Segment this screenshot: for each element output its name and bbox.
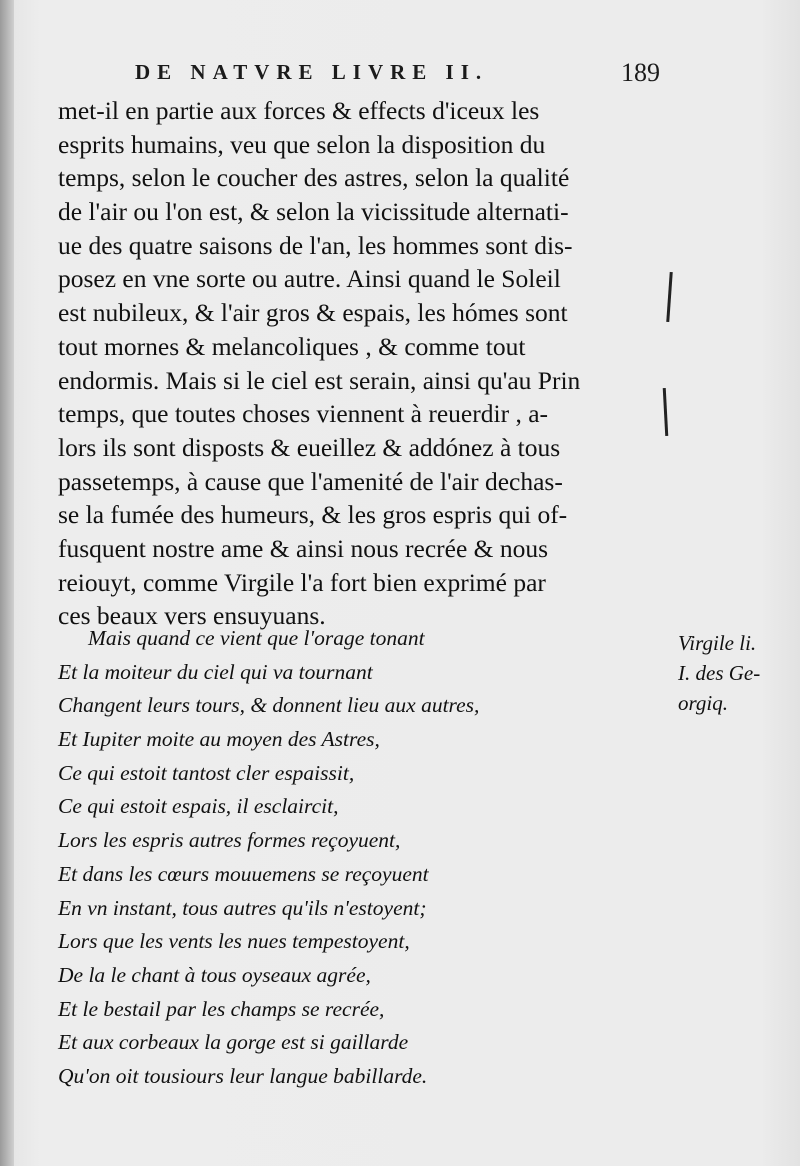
verse-line: Et le bestail par les champs se recrée, <box>58 996 385 1021</box>
prose-line: lors ils sont disposts & eueillez & addónez à tous <box>58 432 561 462</box>
verse-line: Changent leurs tours, & donnent lieu aux autres, <box>58 693 480 718</box>
prose-line: fusquent nostre ame & ainsi nous recrée & nous <box>58 533 549 563</box>
verse-line: Lors que les vents les nues tempestoyent, <box>58 929 410 954</box>
prose-line: met-il en partie aux forces & effects d'iceux les <box>58 96 540 125</box>
page-gutter-shadow <box>0 0 14 1166</box>
prose-line: se la fumée des humeurs, & les gros espris qui of- <box>58 500 568 530</box>
prose-line: temps, selon le coucher des astres, selon la qualité <box>58 163 570 193</box>
prose-line: ue des quatre saisons de l'an, les hommes sont dis- <box>58 230 573 260</box>
prose-line: reiouyt, comme Virgile l'a fort bien exprimé par <box>58 567 546 597</box>
verse-line: En vn instant, tous autres qu'ils n'estoyent; <box>58 895 427 920</box>
marginal-note-line: orgiq. <box>678 691 728 715</box>
verse-block <box>58 622 658 1094</box>
marginal-note-line: I. des Ge- <box>678 661 761 685</box>
page-header <box>130 58 660 94</box>
verse-line: Qu'on oit tousiours leur langue babillarde. <box>58 1063 428 1088</box>
verse-line: Et dans les cœurs mouuemens se reçoyuent <box>58 861 429 886</box>
verse-line: Ce qui estoit tantost cler espaissit, <box>58 760 355 785</box>
verse-line: Mais quand ce vient que l'orage tonant <box>88 626 425 650</box>
prose-line: est nubileux, & l'air gros & espais, les hómes sont <box>58 298 568 328</box>
verse-line: Et Iupiter moite au moyen des Astres, <box>58 727 380 752</box>
page-number: 189 <box>621 58 660 87</box>
verse-line: Et la moiteur du ciel qui va tournant <box>58 659 373 684</box>
prose-line: ces beaux vers ensuyuans. <box>58 601 326 631</box>
margin-pen-mark <box>666 272 672 322</box>
prose-line: endormis. Mais si le ciel est serain, ainsi qu'au Prin <box>58 365 581 395</box>
marginal-note-line: Virgile li. <box>678 631 757 655</box>
margin-pen-mark <box>663 388 669 436</box>
prose-block <box>58 94 658 633</box>
verse-line: Ce qui estoit espais, il esclaircit, <box>58 794 339 819</box>
prose-line: posez en vne sorte ou autre. Ainsi quand le Soleil <box>58 264 561 294</box>
verse-line: De la le chant à tous oyseaux agrée, <box>58 962 371 987</box>
prose-line: de l'air ou l'on est, & selon la vicissitude alternati- <box>58 197 569 227</box>
running-head: DE NATVRE LIVRE II. <box>135 60 489 84</box>
verse-line: Et aux corbeaux la gorge est si gaillarde <box>58 1030 409 1055</box>
prose-line: tout mornes & melancoliques , & comme tout <box>58 331 526 361</box>
prose-line: passetemps, à cause que l'amenité de l'air dechas- <box>58 466 563 496</box>
prose-line: temps, que toutes choses viennent à reuerdir , a- <box>58 399 549 429</box>
prose-line: esprits humains, veu que selon la disposition du <box>58 129 546 159</box>
marginal-note <box>678 628 793 718</box>
verse-line: Lors les espris autres formes reçoyuent, <box>58 828 401 853</box>
